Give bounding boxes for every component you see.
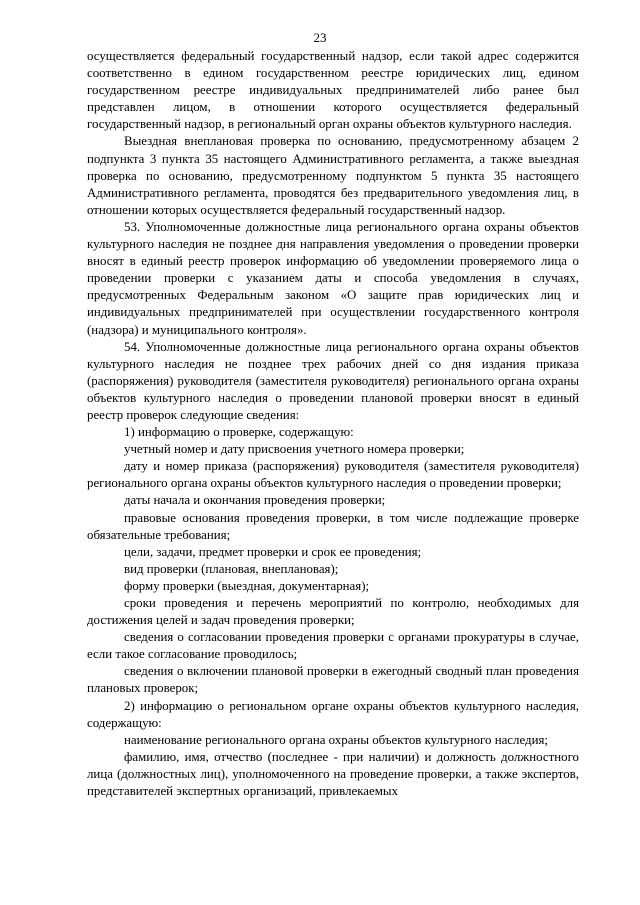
document-body — [87, 48, 579, 800]
paragraph: наименование регионального органа охраны объектов культурного наследия; — [124, 732, 548, 747]
paragraph: Выездная внеплановая проверка по основанию, предусмотренному абзацем 2 подпункта 3 пункта 35 настоящего Административного регламента, а также выездная проверка по основанию, предусмотренному подпунктом 5 пункта 35 настоящего Административного регламента, проводятся без предварительного уведомления лиц, в отношении которых осуществляется федеральный государственный надзор. — [87, 134, 579, 217]
paragraph: 53. Уполномоченные должностные лица регионального органа охраны объектов культурного наследия не позднее дня направления уведомления о проведении проверки вносят в единый реестр проверок информацию об уведомлении проверяемого лица о проведении проверки с указанием даты и способа уведомления в случаях, предусмотренных Федеральным законом «О защите прав юридических лиц и индивидуальных предпринимателей при осуществлении государственного контроля (надзора) и муниципального контроля». — [87, 219, 579, 337]
paragraph: сведения о включении плановой проверки в ежегодный сводный план проведения плановых проверок; — [87, 664, 579, 696]
paragraph: 54. Уполномоченные должностные лица регионального органа охраны объектов культурного наследия не позднее трех рабочих дней со дня издания приказа (распоряжения) руководителя (заместителя руководителя) регионального органа охраны объектов культурного наследия о проведении плановой проверки вносят в единый реестр проверок следующие сведения: — [87, 339, 579, 422]
paragraph: сведения о согласовании проведения проверки с органами прокуратуры в случае, если такое согласование проводилось; — [87, 630, 579, 662]
page-number: 23 — [313, 30, 327, 45]
paragraph: дату и номер приказа (распоряжения) руководителя (заместителя руководителя) регионального органа охраны объектов культурного наследия о проведении проверки; — [87, 459, 579, 491]
paragraph: цели, задачи, предмет проверки и срок ее проведения; — [124, 544, 422, 559]
paragraph: даты начала и окончания проведения проверки; — [124, 493, 386, 508]
paragraph: вид проверки (плановая, внеплановая); — [124, 561, 339, 576]
paragraph: 1) информацию о проверке, содержащую: — [124, 425, 354, 440]
paragraph: осуществляется федеральный государственный надзор, если такой адрес содержится соответственно в едином государственном реестре юридических лиц, едином государственном реестре индивидуальных предпринимателей либо ранее был представлен лицом, в отношении которого осуществляется федеральный государственный надзор, в региональный орган охраны объектов культурного наследия. — [87, 49, 579, 132]
paragraph: фамилию, имя, отчество (последнее - при наличии) и должность должностного лица (должностных лиц), уполномоченного на проведение проверки, а также экспертов, представителей экспертных организаций, привлекаемых — [87, 749, 579, 799]
paragraph: учетный номер и дату присвоения учетного номера проверки; — [124, 442, 465, 457]
paragraph: форму проверки (выездная, документарная); — [124, 578, 370, 593]
paragraph: сроки проведения и перечень мероприятий по контролю, необходимых для достижения целей и задач проведения проверки; — [87, 596, 579, 628]
paragraph: правовые основания проведения проверки, в том числе подлежащие проверке обязательные требования; — [87, 510, 579, 542]
paragraph: 2) информацию о региональном органе охраны объектов культурного наследия, содержащую: — [87, 698, 579, 730]
